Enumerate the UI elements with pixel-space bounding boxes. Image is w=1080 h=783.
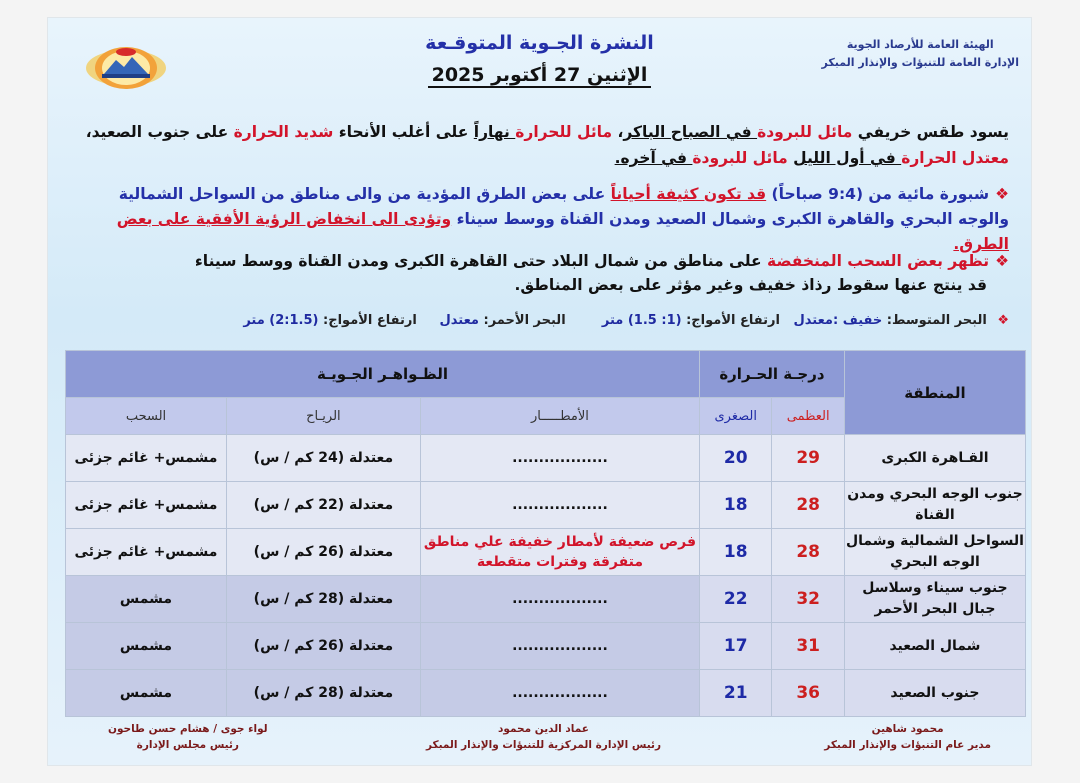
med-sea-label: البحر المتوسط: — [886, 313, 987, 328]
clouds-cell: مشمس+ غائم جزئى — [66, 435, 227, 482]
min-temp-cell: 18 — [700, 482, 772, 529]
rain-cell: .................. — [420, 435, 699, 482]
signature-chairman — [108, 721, 268, 753]
min-temp-cell: 21 — [700, 670, 772, 717]
temperature-header: درجـة الحـرارة — [700, 351, 845, 398]
region-cell: جنوب سيناء وسلاسل جبال البحر الأحمر — [844, 576, 1025, 623]
forecast-table — [65, 350, 1026, 717]
med-wave-label: ارتفاع الأمواج: — [686, 313, 780, 328]
clouds-drizzle: قد ينتج عنها سقوط رذاذ خفيف وغير مؤثر على بعض المناطق. — [514, 276, 987, 294]
table-row — [66, 576, 1026, 623]
signature-title: رئيس مجلس الإدارة — [136, 739, 239, 751]
summary-daytime: نهاراً — [473, 123, 516, 141]
rain-cell: .................. — [420, 482, 699, 529]
summary-south-upper: على جنوب الصعيد، — [85, 123, 234, 141]
org-department: الإدارة العامة للتنبؤات والإنذار المبكر — [821, 56, 1019, 69]
clouds-areas: على مناطق من شمال البلاد حتى القاهرة الكبرى ومدن القناة ووسط سيناء — [194, 252, 768, 270]
summary-early-morning: في الصباح الباكر — [623, 123, 758, 141]
region-cell: القـاهرة الكبرى — [844, 435, 1025, 482]
signature-forecast-director — [824, 721, 991, 753]
clouds-cell: مشمس — [66, 670, 227, 717]
wind-cell: معتدلة (26 كم / س) — [226, 529, 420, 576]
region-cell: جنوب الوجه البحري ومدن القناة — [844, 482, 1025, 529]
org-name: الهيئة العامة للأرصاد الجوية — [846, 38, 994, 51]
wind-header: الريـاح — [226, 398, 420, 435]
rain-cell: .................. — [420, 670, 699, 717]
summary-text: يسود طقس خريفي — [852, 123, 1009, 141]
wind-cell: معتدلة (24 كم / س) — [226, 435, 420, 482]
ema-logo-icon — [84, 40, 168, 100]
max-temp-cell: 31 — [772, 623, 844, 670]
bulletin-sheet — [48, 18, 1031, 765]
max-temp-cell: 28 — [772, 529, 844, 576]
bulletin-date-wrap — [48, 64, 1031, 86]
clouds-cell: مشمس+ غائم جزئى — [66, 529, 227, 576]
table-row — [66, 529, 1026, 576]
min-temp-header: الصغرى — [700, 398, 772, 435]
max-temp-header: العظمى — [772, 398, 844, 435]
table-row — [66, 623, 1026, 670]
region-header: المنطقة — [844, 351, 1025, 435]
clouds-header: السحب — [66, 398, 227, 435]
sea-state — [70, 313, 1009, 328]
general-summary — [70, 119, 1009, 171]
summary-cool: مائل للبرودة — [757, 123, 853, 141]
fog-areas: على بعض الطرق المؤدية من والى مناطق من السواحل الشمالية والوجه البحري والقاهرة الكبرى وشمال الصعيد ومدن القناة ووسط سيناء — [118, 185, 1009, 228]
clouds-cell: مشمس — [66, 576, 227, 623]
table-row — [66, 435, 1026, 482]
region-cell: شمال الصعيد — [844, 623, 1025, 670]
max-temp-cell: 29 — [772, 435, 844, 482]
rain-cell: فرص ضعيفة لأمطار خفيفة علي مناطق متفرقة وفترات متقطعة — [420, 529, 699, 576]
signature-name: محمود شاهين — [871, 723, 944, 735]
summary-comma: ، — [612, 123, 624, 141]
table-row — [66, 670, 1026, 717]
bulletin-date: الإثنين 27 أكتوبر 2025 — [428, 64, 652, 88]
rain-header: الأمطـــــار — [420, 398, 699, 435]
min-temp-cell: 17 — [700, 623, 772, 670]
fog-visibility: وتؤدى الى انخفاض الرؤية الأفقية على بعض الطرق. — [116, 210, 1009, 253]
wind-cell: معتدلة (22 كم / س) — [226, 482, 420, 529]
med-sea-state: خفيف :معتدل — [793, 313, 883, 328]
clouds-cell: مشمس+ غائم جزئى — [66, 482, 227, 529]
red-sea-state: معتدل — [439, 313, 479, 328]
red-sea-label: البحر الأحمر: — [483, 313, 566, 328]
rain-cell: .................. — [420, 576, 699, 623]
fog-dense: قد تكون كثيفة أحياناً — [610, 185, 767, 203]
clouds-note — [70, 249, 1009, 297]
signature-name: لواء جوى / هشام حسن طاحون — [108, 723, 268, 735]
wind-cell: معتدلة (28 كم / س) — [226, 670, 420, 717]
wind-cell: معتدلة (28 كم / س) — [226, 576, 420, 623]
summary-warm: مائل للحرارة — [515, 123, 613, 141]
summary-late-night: في آخره. — [614, 149, 693, 167]
fog-time: شبورة مائية من (9:4 صباحاً) — [766, 185, 990, 203]
med-wave-value: (1: 1.5) متر — [601, 313, 682, 328]
signature-title: مدير عام التنبؤات والإنذار المبكر — [824, 739, 991, 751]
rain-cell: .................. — [420, 623, 699, 670]
max-temp-cell: 28 — [772, 482, 844, 529]
summary-moderate: معتدل الحرارة — [901, 149, 1009, 167]
wind-cell: معتدلة (26 كم / س) — [226, 623, 420, 670]
table-row — [66, 482, 1026, 529]
min-temp-cell: 20 — [700, 435, 772, 482]
signature-central-head — [426, 721, 661, 753]
phenomena-header: الظـواهـر الجـويـة — [66, 351, 700, 398]
region-cell: السواحل الشمالية وشمال الوجه البحري — [844, 529, 1025, 576]
bulletin-title: النشرة الجـوية المتوقـعة — [425, 32, 654, 54]
summary-cool-late: مائل للبرودة — [692, 149, 794, 167]
summary-early-night: في أول الليل — [793, 149, 902, 167]
clouds-cell: مشمس — [66, 623, 227, 670]
min-temp-cell: 22 — [700, 576, 772, 623]
region-cell: جنوب الصعيد — [844, 670, 1025, 717]
bullet-icon: ❖ — [997, 313, 1009, 328]
min-temp-cell: 18 — [700, 529, 772, 576]
max-temp-cell: 32 — [772, 576, 844, 623]
signature-name: عماد الدين محمود — [498, 723, 589, 735]
fog-warning — [70, 182, 1009, 257]
bullet-icon: ❖ — [995, 252, 1009, 270]
max-temp-cell: 36 — [772, 670, 844, 717]
summary-most-areas: على أغلب الأنحاء — [333, 123, 474, 141]
summary-very-hot: شديد الحرارة — [233, 123, 334, 141]
clouds-low: تظهر بعض السحب المنخفضة — [767, 252, 990, 270]
signature-title: رئيس الإدارة المركزية للتنبؤات والإنذار المبكر — [425, 739, 661, 751]
red-wave-value: (2:1.5) متر — [243, 313, 319, 328]
red-wave-label: ارتفاع الأمواج: — [323, 313, 417, 328]
bullet-icon: ❖ — [995, 185, 1009, 203]
